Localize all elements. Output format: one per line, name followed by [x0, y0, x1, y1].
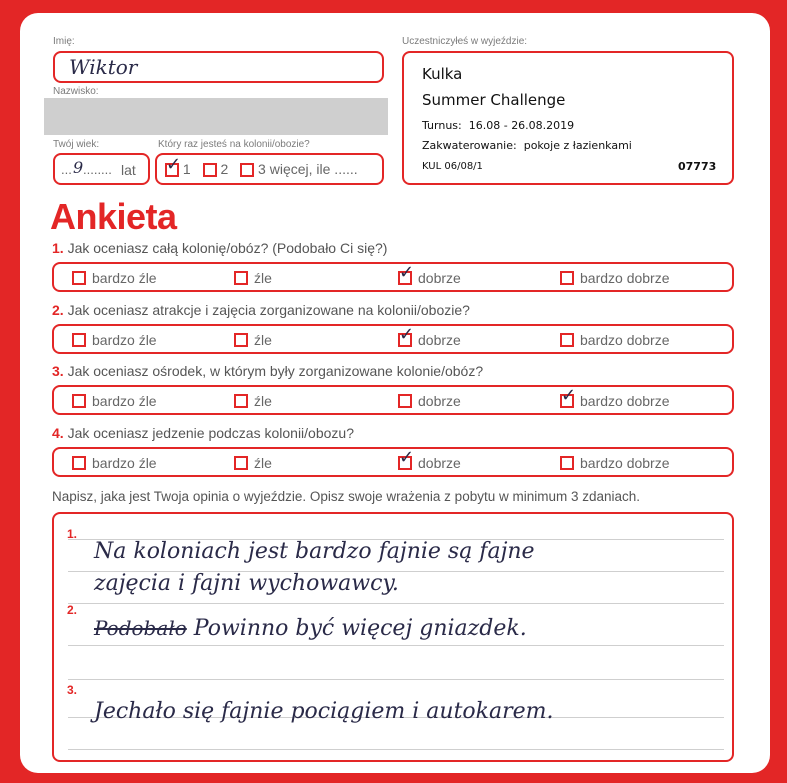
q3-option-2[interactable]: dobrze — [398, 393, 461, 409]
check-mark-icon: ✓ — [399, 262, 415, 284]
question-3: 3. Jak oceniasz ośrodek, w którym były zorganizowane kolonie/obóz? — [52, 363, 484, 379]
q4-option-2[interactable]: ✓ dobrze — [399, 447, 461, 471]
ruled-line — [68, 679, 724, 680]
q2-checkbox-3[interactable] — [560, 333, 574, 347]
q4-option-1[interactable]: źle — [234, 455, 272, 471]
q1-checkbox-3[interactable] — [560, 271, 574, 285]
name-field[interactable] — [53, 51, 384, 83]
question-1: 1. Jak oceniasz całą kolonię/obóz? (Podobało Ci się?) — [52, 240, 388, 256]
q4-option-3[interactable]: bardzo dobrze — [560, 455, 670, 471]
opinion-entry-1-line-2: zajęcia i fajni wychowawcy. — [94, 571, 399, 596]
ruled-line — [68, 645, 724, 646]
q2-option-0[interactable]: bardzo źle — [72, 332, 157, 348]
age-value: 9 — [73, 158, 84, 177]
times-field — [155, 153, 384, 185]
camp-turnus — [422, 119, 574, 132]
crossed-out-word: Podobało — [94, 616, 187, 640]
times-2-checkbox[interactable] — [203, 163, 217, 177]
accommodation-value: pokoje z łazienkami — [523, 139, 632, 152]
question-4: 4. Jak oceniasz jedzenie podczas kolonii/obozu? — [52, 425, 354, 441]
surname-redaction — [44, 98, 388, 135]
opinion-entry-1-line-1: Na koloniach jest bardzo fajnie są fajne — [94, 539, 535, 564]
times-3-checkbox[interactable] — [240, 163, 254, 177]
q4-checkbox-1[interactable] — [234, 456, 248, 470]
q1-checkbox-0[interactable] — [72, 271, 86, 285]
q1-checkbox-1[interactable] — [234, 271, 248, 285]
q2-checkbox-1[interactable] — [234, 333, 248, 347]
q4-checkbox-3[interactable] — [560, 456, 574, 470]
age-dots-after: ........ — [83, 162, 112, 177]
camp-program: Summer Challenge — [422, 91, 566, 109]
opinion-entry-2-line-1: Podobało Powinno być więcej gniazdek. — [94, 616, 527, 641]
q2-option-1[interactable]: źle — [234, 332, 272, 348]
q4-option-0[interactable]: bardzo źle — [72, 455, 157, 471]
q2-option-3[interactable]: bardzo dobrze — [560, 332, 670, 348]
times-2-label: 2 — [220, 161, 229, 177]
camp-code: KUL 06/08/1 — [422, 161, 483, 172]
camp-accommodation — [422, 139, 632, 152]
q3-checkbox-3[interactable] — [560, 385, 577, 408]
age-label: Twój wiek: — [53, 139, 100, 150]
camp-name: Kulka — [422, 65, 463, 83]
q4-checkbox-0[interactable] — [72, 456, 86, 470]
survey-title: Ankieta — [50, 196, 177, 237]
opinion-prompt: Napisz, jaka jest Twoja opinia o wyjeździe. Opisz swoje wrażenia z pobytu w minimum 3 zdaniach. — [52, 489, 641, 504]
check-mark-icon: ✓ — [399, 447, 415, 469]
name-value: Wiktor — [69, 55, 138, 79]
opinion-entry-2-num: 2. — [67, 603, 78, 617]
camp-number: 07773 — [678, 160, 717, 173]
q1-checkbox-2[interactable] — [398, 262, 415, 285]
q1-option-0[interactable]: bardzo źle — [72, 270, 157, 286]
q1-option-3[interactable]: bardzo dobrze — [560, 270, 670, 286]
name-label: Imię: — [53, 36, 75, 47]
question-2: 2. Jak oceniasz atrakcje i zajęcia zorganizowane na kolonii/obozie? — [52, 302, 470, 318]
ruled-line — [68, 749, 724, 750]
survey-sheet — [20, 13, 770, 773]
q4-checkbox-2[interactable] — [398, 447, 415, 470]
times-1-label: 1 — [182, 161, 191, 177]
surname-label: Nazwisko: — [53, 86, 99, 97]
q2-option-2[interactable]: ✓ dobrze — [399, 324, 461, 348]
question-4-options — [52, 447, 734, 477]
check-mark-icon: ✓ — [399, 324, 415, 346]
check-mark-icon: ✓ — [166, 154, 182, 176]
q2-checkbox-0[interactable] — [72, 333, 86, 347]
turnus-value: 16.08 - 26.08.2019 — [468, 119, 575, 132]
turnus-label: Turnus: — [422, 119, 462, 132]
camp-label: Uczestniczyłeś w wyjeździe: — [402, 36, 528, 47]
ruled-line — [68, 603, 724, 604]
question-2-options — [52, 324, 734, 354]
q1-option-2[interactable]: ✓ dobrze — [399, 262, 461, 286]
q3-checkbox-1[interactable] — [234, 394, 248, 408]
q3-option-0[interactable]: bardzo źle — [72, 393, 157, 409]
times-label: Który raz jesteś na kolonii/obozie? — [158, 139, 310, 150]
q2-checkbox-2[interactable] — [398, 324, 415, 347]
opinion-entry-1-num: 1. — [67, 527, 78, 541]
times-3-label: 3 więcej, ile ...... — [258, 161, 358, 177]
accommodation-label: Zakwaterowanie: — [422, 139, 517, 152]
q1-option-1[interactable]: źle — [234, 270, 272, 286]
age-field[interactable] — [53, 153, 150, 185]
question-1-options — [52, 262, 734, 292]
q3-checkbox-0[interactable] — [72, 394, 86, 408]
q3-option-1[interactable]: źle — [234, 393, 272, 409]
opinion-entry-3-num: 3. — [67, 683, 78, 697]
opinion-entry-3-line-1: Jechało się fajnie pociągiem i autokarem. — [94, 699, 554, 724]
check-mark-icon: ✓ — [561, 385, 577, 407]
question-3-options — [52, 385, 734, 415]
age-dots-before: ... — [61, 162, 72, 177]
times-1-checkbox[interactable] — [165, 154, 182, 177]
age-unit: lat — [121, 162, 136, 178]
q3-option-3[interactable]: ✓ bardzo dobrze — [561, 385, 670, 409]
q3-checkbox-2[interactable] — [398, 394, 412, 408]
camp-info-box — [402, 51, 734, 185]
